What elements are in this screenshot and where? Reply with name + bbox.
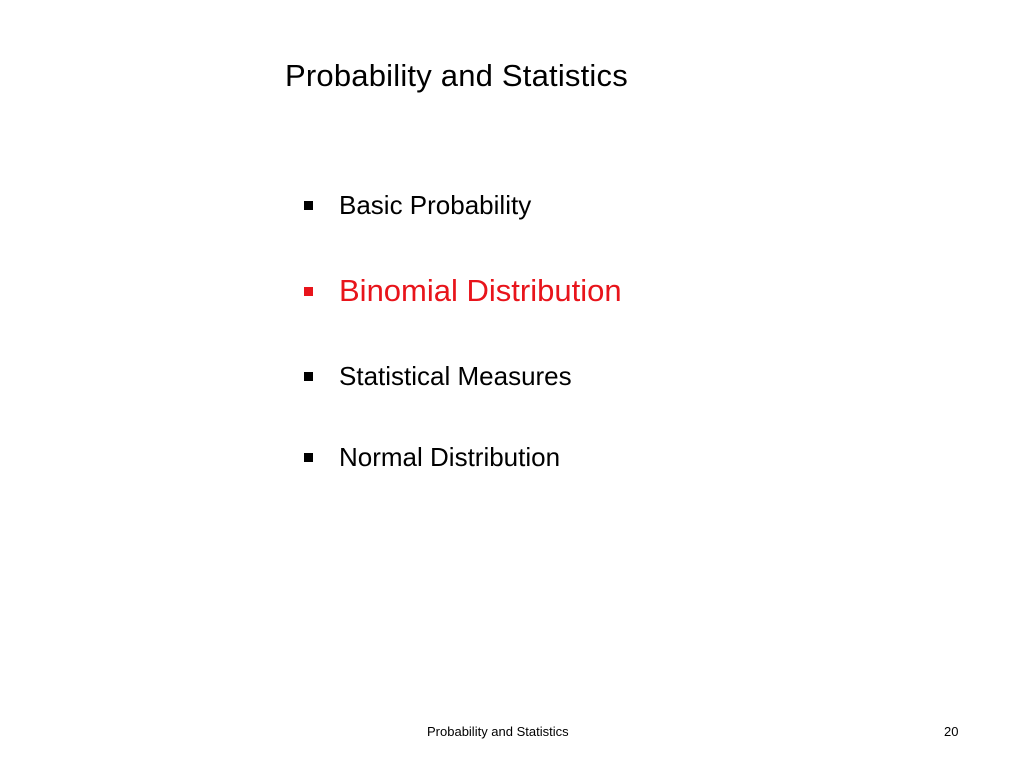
square-bullet-icon — [304, 201, 313, 210]
agenda-item-label: Basic Probability — [339, 190, 532, 220]
agenda-item-basic-probability — [300, 188, 531, 222]
agenda-item-binomial-distribution — [300, 271, 622, 311]
page-number: 20 — [944, 724, 959, 739]
agenda-item-label: Binomial Distribution — [339, 273, 622, 308]
square-bullet-icon — [304, 287, 313, 296]
agenda-item-label: Statistical Measures — [339, 361, 572, 391]
square-bullet-icon — [304, 453, 313, 462]
agenda-item-normal-distribution — [300, 440, 560, 474]
slide-title: Probability and Statistics — [285, 58, 628, 93]
square-bullet-icon — [304, 372, 313, 381]
agenda-item-statistical-measures — [300, 359, 572, 393]
agenda-item-label: Normal Distribution — [339, 442, 561, 472]
footer-title: Probability and Statistics — [427, 724, 569, 739]
